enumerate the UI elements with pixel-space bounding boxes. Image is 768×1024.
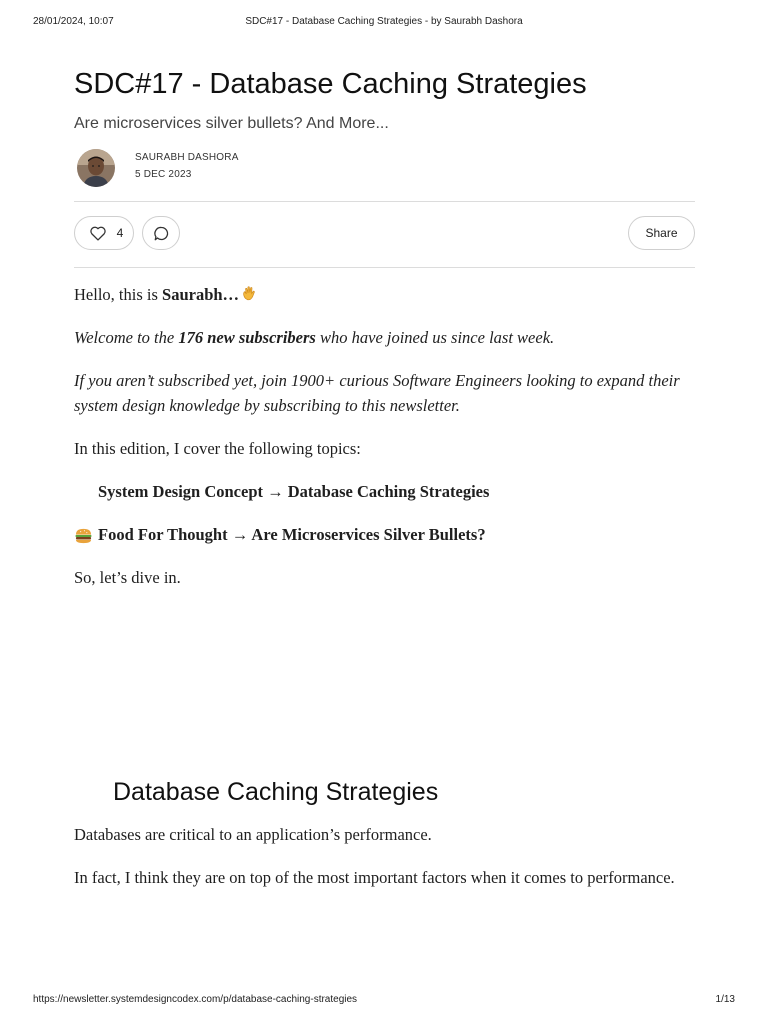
topic-item bbox=[74, 479, 489, 504]
greeting-prefix: Hello, this is bbox=[74, 285, 163, 304]
waving-hand-icon bbox=[240, 284, 258, 309]
topic-label: Food For Thought → Are Microservices Silver Bullets? bbox=[98, 525, 486, 544]
share-button-label: Share bbox=[645, 226, 678, 240]
post-subtitle: Are microservices silver bullets? And More... bbox=[74, 115, 389, 132]
author-avatar[interactable] bbox=[77, 149, 115, 187]
greeting-name: Saurabh… bbox=[162, 285, 240, 304]
heart-icon bbox=[89, 225, 107, 241]
print-datetime: 28/01/2024, 10:07 bbox=[33, 16, 114, 27]
welcome-prefix: Welcome to the bbox=[74, 328, 179, 347]
greeting-paragraph bbox=[74, 282, 695, 309]
post-date: 5 DEC 2023 bbox=[135, 169, 192, 180]
divider-bottom bbox=[74, 267, 695, 268]
like-count: 4 bbox=[116, 226, 124, 240]
like-button[interactable] bbox=[74, 216, 134, 250]
print-header bbox=[33, 16, 735, 30]
body-paragraph: Databases are critical to an application’s performance. bbox=[74, 825, 432, 844]
body-paragraph: In fact, I think they are on top of the most important factors when it comes to performance. bbox=[74, 868, 675, 887]
comment-bubble-icon bbox=[153, 225, 170, 242]
author-name[interactable]: SAURABH DASHORA bbox=[135, 152, 239, 163]
welcome-suffix: who have joined us since last week. bbox=[315, 328, 555, 347]
topic-item bbox=[74, 522, 486, 549]
print-footer bbox=[33, 994, 735, 1008]
burger-icon bbox=[74, 524, 98, 549]
welcome-paragraph bbox=[74, 325, 695, 350]
share-button[interactable] bbox=[628, 216, 695, 250]
comment-button[interactable] bbox=[142, 216, 180, 250]
print-page-indicator: 1/13 bbox=[715, 994, 735, 1005]
subscribe-paragraph: If you aren’t subscribed yet, join 1900+ curious Software Engineers looking to expand their system design knowledge by subscribing to this newsletter. bbox=[74, 371, 680, 415]
byline bbox=[77, 149, 377, 187]
post-title: SDC#17 - Database Caching Strategies bbox=[74, 68, 587, 100]
print-document-title: SDC#17 - Database Caching Strategies - by Saurabh Dashora bbox=[245, 16, 523, 27]
divider-top bbox=[74, 201, 695, 202]
edition-intro: In this edition, I cover the following topics: bbox=[74, 439, 361, 458]
section-heading: Database Caching Strategies bbox=[113, 778, 439, 806]
dive-in-paragraph: So, let’s dive in. bbox=[74, 568, 181, 587]
post-action-bar bbox=[74, 216, 695, 252]
new-subscriber-count: 176 new subscribers bbox=[178, 328, 316, 347]
print-url: https://newsletter.systemdesigncodex.com/p/database-caching-strategies bbox=[33, 994, 358, 1005]
topic-label: System Design Concept → Database Caching Strategies bbox=[98, 482, 490, 501]
